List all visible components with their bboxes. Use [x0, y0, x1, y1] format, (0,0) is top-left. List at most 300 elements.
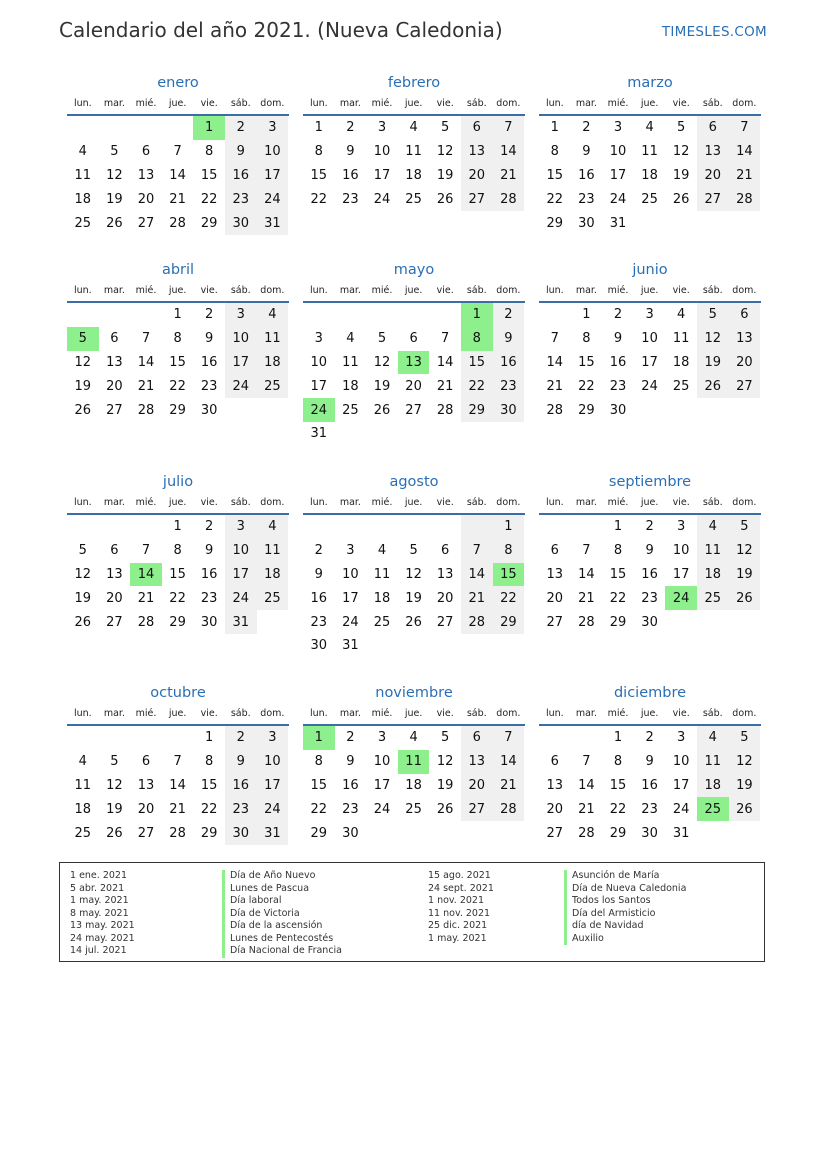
day-cell[interactable]: 28: [578, 614, 595, 630]
day-cell[interactable]: 26: [436, 191, 454, 207]
day-cell[interactable]: 10: [672, 754, 690, 770]
day-cell[interactable]: 7: [582, 754, 591, 770]
day-cell[interactable]: 30: [641, 614, 658, 630]
day-cell[interactable]: 8: [173, 331, 182, 347]
day-cell[interactable]: 5: [377, 331, 387, 347]
day-cell[interactable]: 24: [257, 187, 289, 211]
day-cell[interactable]: 11: [697, 750, 729, 774]
day-cell[interactable]: 22: [461, 374, 493, 398]
day-cell[interactable]: 5: [110, 754, 119, 770]
day-cell[interactable]: 23: [200, 378, 218, 394]
day-cell[interactable]: 3: [377, 120, 387, 136]
day-cell[interactable]: 21: [461, 586, 493, 610]
day-cell[interactable]: 15: [609, 777, 627, 793]
day-cell[interactable]: 21: [493, 774, 525, 798]
day-cell[interactable]: 24: [672, 801, 690, 817]
day-cell[interactable]: 21: [493, 164, 525, 188]
day-cell[interactable]: 26: [729, 586, 761, 610]
day-cell[interactable]: 17: [641, 354, 658, 370]
day-cell[interactable]: 15: [169, 354, 186, 370]
day-cell[interactable]: 7: [550, 331, 559, 347]
holiday-day-cell[interactable]: 24: [303, 398, 335, 422]
day-cell[interactable]: 22: [609, 801, 627, 817]
day-cell[interactable]: 28: [493, 187, 525, 211]
day-cell[interactable]: 2: [645, 519, 654, 535]
day-cell[interactable]: 18: [697, 563, 729, 587]
day-cell[interactable]: 24: [609, 191, 627, 207]
day-cell[interactable]: 3: [314, 331, 323, 347]
day-cell[interactable]: 12: [373, 354, 391, 370]
day-cell[interactable]: 5: [110, 144, 119, 160]
day-cell[interactable]: 31: [225, 610, 257, 634]
day-cell[interactable]: 30: [578, 215, 595, 231]
day-cell[interactable]: 10: [373, 144, 391, 160]
day-cell[interactable]: 25: [405, 801, 422, 817]
day-cell[interactable]: 11: [373, 566, 391, 582]
day-cell[interactable]: 26: [74, 402, 92, 418]
day-cell[interactable]: 7: [729, 116, 761, 140]
day-cell[interactable]: 17: [257, 774, 289, 798]
day-cell[interactable]: 1: [613, 519, 623, 535]
day-cell[interactable]: 11: [74, 167, 92, 183]
day-cell[interactable]: 2: [493, 303, 525, 327]
day-cell[interactable]: 11: [257, 539, 289, 563]
day-cell[interactable]: 1: [550, 120, 559, 136]
holiday-day-cell[interactable]: 14: [130, 563, 162, 587]
day-cell[interactable]: 12: [106, 777, 123, 793]
day-cell[interactable]: 12: [106, 167, 123, 183]
day-cell[interactable]: 6: [697, 116, 729, 140]
day-cell[interactable]: 23: [342, 801, 359, 817]
day-cell[interactable]: 10: [225, 539, 257, 563]
day-cell[interactable]: 16: [342, 777, 359, 793]
day-cell[interactable]: 4: [645, 120, 654, 136]
holiday-day-cell[interactable]: 13: [398, 351, 430, 375]
day-cell[interactable]: 24: [373, 801, 391, 817]
holiday-day-cell[interactable]: 1: [193, 116, 225, 140]
day-cell[interactable]: 3: [677, 730, 686, 746]
day-cell[interactable]: 20: [106, 590, 123, 606]
day-cell[interactable]: 16: [342, 167, 359, 183]
day-cell[interactable]: 20: [137, 801, 155, 817]
day-cell[interactable]: 23: [200, 590, 218, 606]
day-cell[interactable]: 5: [441, 730, 450, 746]
day-cell[interactable]: 26: [697, 374, 729, 398]
day-cell[interactable]: 15: [200, 167, 218, 183]
day-cell[interactable]: 10: [257, 140, 289, 164]
day-cell[interactable]: 19: [74, 378, 92, 394]
day-cell[interactable]: 29: [578, 402, 595, 418]
day-cell[interactable]: 14: [493, 750, 525, 774]
day-cell[interactable]: 22: [546, 191, 564, 207]
day-cell[interactable]: 20: [461, 774, 493, 798]
day-cell[interactable]: 19: [106, 191, 123, 207]
day-cell[interactable]: 18: [257, 563, 289, 587]
day-cell[interactable]: 26: [405, 614, 422, 630]
day-cell[interactable]: 5: [697, 303, 729, 327]
day-cell[interactable]: 22: [493, 586, 525, 610]
day-cell[interactable]: 16: [200, 566, 218, 582]
day-cell[interactable]: 19: [729, 563, 761, 587]
day-cell[interactable]: 3: [645, 307, 654, 323]
day-cell[interactable]: 12: [74, 566, 92, 582]
day-cell[interactable]: 18: [373, 590, 391, 606]
day-cell[interactable]: 4: [409, 730, 418, 746]
day-cell[interactable]: 20: [137, 191, 155, 207]
day-cell[interactable]: 5: [409, 543, 418, 559]
day-cell[interactable]: 17: [373, 777, 391, 793]
day-cell[interactable]: 5: [729, 515, 761, 539]
day-cell[interactable]: 8: [205, 754, 214, 770]
day-cell[interactable]: 10: [310, 354, 328, 370]
holiday-day-cell[interactable]: 25: [697, 797, 729, 821]
day-cell[interactable]: 18: [672, 354, 690, 370]
day-cell[interactable]: 1: [205, 730, 214, 746]
day-cell[interactable]: 24: [342, 614, 359, 630]
day-cell[interactable]: 11: [74, 777, 92, 793]
day-cell[interactable]: 19: [373, 378, 391, 394]
day-cell[interactable]: 20: [729, 351, 761, 375]
day-cell[interactable]: 19: [106, 801, 123, 817]
day-cell[interactable]: 28: [461, 610, 493, 634]
day-cell[interactable]: 16: [225, 774, 257, 798]
day-cell[interactable]: 23: [310, 614, 328, 630]
day-cell[interactable]: 7: [441, 331, 450, 347]
day-cell[interactable]: 24: [373, 191, 391, 207]
day-cell[interactable]: 14: [436, 354, 454, 370]
day-cell[interactable]: 26: [672, 191, 690, 207]
day-cell[interactable]: 3: [377, 730, 387, 746]
day-cell[interactable]: 12: [672, 144, 690, 160]
day-cell[interactable]: 3: [613, 120, 623, 136]
day-cell[interactable]: 9: [205, 331, 214, 347]
day-cell[interactable]: 27: [405, 402, 422, 418]
day-cell[interactable]: 25: [257, 374, 289, 398]
day-cell[interactable]: 20: [461, 164, 493, 188]
day-cell[interactable]: 13: [729, 327, 761, 351]
day-cell[interactable]: 17: [225, 563, 257, 587]
day-cell[interactable]: 7: [173, 144, 182, 160]
day-cell[interactable]: 8: [205, 144, 214, 160]
day-cell[interactable]: 6: [110, 331, 119, 347]
day-cell[interactable]: 23: [342, 191, 359, 207]
day-cell[interactable]: 25: [74, 825, 92, 841]
day-cell[interactable]: 3: [225, 515, 257, 539]
holiday-day-cell[interactable]: 24: [665, 586, 697, 610]
day-cell[interactable]: 29: [493, 610, 525, 634]
day-cell[interactable]: 29: [546, 215, 564, 231]
day-cell[interactable]: 17: [342, 590, 359, 606]
day-cell[interactable]: 25: [257, 586, 289, 610]
day-cell[interactable]: 27: [106, 614, 123, 630]
day-cell[interactable]: 2: [613, 307, 623, 323]
day-cell[interactable]: 12: [729, 539, 761, 563]
day-cell[interactable]: 15: [609, 566, 627, 582]
day-cell[interactable]: 24: [641, 378, 658, 394]
day-cell[interactable]: 26: [373, 402, 391, 418]
day-cell[interactable]: 18: [74, 801, 92, 817]
day-cell[interactable]: 23: [641, 590, 658, 606]
day-cell[interactable]: 16: [641, 566, 658, 582]
day-cell[interactable]: 16: [493, 351, 525, 375]
day-cell[interactable]: 18: [257, 351, 289, 375]
day-cell[interactable]: 6: [141, 144, 151, 160]
day-cell[interactable]: 16: [310, 590, 328, 606]
day-cell[interactable]: 27: [546, 825, 564, 841]
day-cell[interactable]: 26: [106, 825, 123, 841]
day-cell[interactable]: 2: [225, 726, 257, 750]
day-cell[interactable]: 18: [405, 777, 422, 793]
day-cell[interactable]: 1: [582, 307, 591, 323]
day-cell[interactable]: 27: [461, 797, 493, 821]
holiday-day-cell[interactable]: 8: [461, 327, 493, 351]
day-cell[interactable]: 23: [641, 801, 658, 817]
day-cell[interactable]: 20: [405, 378, 422, 394]
day-cell[interactable]: 11: [697, 539, 729, 563]
day-cell[interactable]: 9: [582, 144, 591, 160]
day-cell[interactable]: 14: [169, 167, 186, 183]
day-cell[interactable]: 18: [697, 774, 729, 798]
day-cell[interactable]: 6: [141, 754, 151, 770]
day-cell[interactable]: 30: [225, 211, 257, 235]
day-cell[interactable]: 5: [78, 543, 87, 559]
day-cell[interactable]: 16: [609, 354, 627, 370]
day-cell[interactable]: 17: [609, 167, 627, 183]
holiday-day-cell[interactable]: 15: [493, 563, 525, 587]
day-cell[interactable]: 27: [546, 614, 564, 630]
day-cell[interactable]: 17: [672, 566, 690, 582]
day-cell[interactable]: 27: [106, 402, 123, 418]
day-cell[interactable]: 6: [110, 543, 119, 559]
day-cell[interactable]: 31: [310, 426, 328, 442]
day-cell[interactable]: 15: [169, 566, 186, 582]
day-cell[interactable]: 30: [342, 825, 359, 841]
day-cell[interactable]: 22: [169, 590, 186, 606]
day-cell[interactable]: 28: [729, 187, 761, 211]
day-cell[interactable]: 23: [493, 374, 525, 398]
day-cell[interactable]: 4: [346, 331, 355, 347]
day-cell[interactable]: 13: [436, 566, 454, 582]
day-cell[interactable]: 22: [310, 801, 328, 817]
day-cell[interactable]: 28: [169, 825, 186, 841]
day-cell[interactable]: 30: [493, 398, 525, 422]
day-cell[interactable]: 22: [578, 378, 595, 394]
day-cell[interactable]: 4: [78, 754, 87, 770]
day-cell[interactable]: 4: [78, 144, 87, 160]
day-cell[interactable]: 14: [578, 777, 595, 793]
day-cell[interactable]: 2: [346, 730, 355, 746]
day-cell[interactable]: 15: [546, 167, 564, 183]
day-cell[interactable]: 13: [137, 167, 155, 183]
day-cell[interactable]: 26: [106, 215, 123, 231]
day-cell[interactable]: 25: [672, 378, 690, 394]
day-cell[interactable]: 6: [461, 116, 493, 140]
day-cell[interactable]: 24: [225, 374, 257, 398]
day-cell[interactable]: 14: [578, 566, 595, 582]
day-cell[interactable]: 2: [205, 307, 214, 323]
day-cell[interactable]: 24: [225, 586, 257, 610]
day-cell[interactable]: 16: [200, 354, 218, 370]
day-cell[interactable]: 17: [672, 777, 690, 793]
day-cell[interactable]: 1: [493, 515, 525, 539]
day-cell[interactable]: 30: [310, 638, 328, 654]
day-cell[interactable]: 19: [436, 777, 454, 793]
day-cell[interactable]: 21: [578, 801, 595, 817]
day-cell[interactable]: 2: [346, 120, 355, 136]
day-cell[interactable]: 13: [546, 777, 564, 793]
day-cell[interactable]: 14: [137, 354, 155, 370]
day-cell[interactable]: 28: [436, 402, 454, 418]
day-cell[interactable]: 22: [310, 191, 328, 207]
day-cell[interactable]: 29: [200, 215, 218, 231]
day-cell[interactable]: 17: [257, 164, 289, 188]
day-cell[interactable]: 19: [405, 590, 422, 606]
day-cell[interactable]: 20: [546, 590, 564, 606]
day-cell[interactable]: 8: [173, 543, 182, 559]
day-cell[interactable]: 10: [342, 566, 359, 582]
day-cell[interactable]: 10: [373, 754, 391, 770]
day-cell[interactable]: 13: [106, 566, 123, 582]
day-cell[interactable]: 13: [461, 750, 493, 774]
day-cell[interactable]: 29: [169, 402, 186, 418]
day-cell[interactable]: 28: [493, 797, 525, 821]
day-cell[interactable]: 9: [493, 327, 525, 351]
day-cell[interactable]: 1: [173, 519, 182, 535]
day-cell[interactable]: 9: [205, 543, 214, 559]
day-cell[interactable]: 29: [310, 825, 328, 841]
day-cell[interactable]: 9: [645, 754, 654, 770]
day-cell[interactable]: 11: [672, 331, 690, 347]
day-cell[interactable]: 6: [550, 754, 559, 770]
day-cell[interactable]: 29: [169, 614, 186, 630]
day-cell[interactable]: 7: [141, 331, 151, 347]
day-cell[interactable]: 7: [582, 543, 591, 559]
day-cell[interactable]: 25: [342, 402, 359, 418]
day-cell[interactable]: 28: [578, 825, 595, 841]
day-cell[interactable]: 28: [137, 614, 155, 630]
day-cell[interactable]: 4: [677, 307, 686, 323]
day-cell[interactable]: 31: [672, 825, 690, 841]
day-cell[interactable]: 15: [461, 351, 493, 375]
day-cell[interactable]: 1: [314, 120, 323, 136]
day-cell[interactable]: 9: [346, 754, 355, 770]
day-cell[interactable]: 18: [74, 191, 92, 207]
day-cell[interactable]: 7: [141, 543, 151, 559]
day-cell[interactable]: 29: [461, 398, 493, 422]
day-cell[interactable]: 3: [225, 303, 257, 327]
day-cell[interactable]: 16: [578, 167, 595, 183]
day-cell[interactable]: 23: [225, 187, 257, 211]
day-cell[interactable]: 10: [609, 144, 627, 160]
day-cell[interactable]: 16: [225, 164, 257, 188]
day-cell[interactable]: 4: [257, 303, 289, 327]
day-cell[interactable]: 13: [137, 777, 155, 793]
day-cell[interactable]: 9: [225, 140, 257, 164]
holiday-day-cell[interactable]: 1: [461, 303, 493, 327]
day-cell[interactable]: 2: [314, 543, 323, 559]
day-cell[interactable]: 25: [373, 614, 391, 630]
day-cell[interactable]: 6: [550, 543, 559, 559]
day-cell[interactable]: 9: [645, 543, 654, 559]
holiday-day-cell[interactable]: 5: [67, 327, 99, 351]
day-cell[interactable]: 30: [200, 614, 218, 630]
day-cell[interactable]: 22: [200, 801, 218, 817]
day-cell[interactable]: 20: [436, 590, 454, 606]
day-cell[interactable]: 6: [409, 331, 418, 347]
day-cell[interactable]: 12: [405, 566, 422, 582]
day-cell[interactable]: 2: [582, 120, 591, 136]
day-cell[interactable]: 30: [200, 402, 218, 418]
day-cell[interactable]: 22: [200, 191, 218, 207]
day-cell[interactable]: 10: [641, 331, 658, 347]
day-cell[interactable]: 5: [441, 120, 450, 136]
day-cell[interactable]: 21: [137, 590, 155, 606]
day-cell[interactable]: 28: [169, 215, 186, 231]
day-cell[interactable]: 1: [173, 307, 182, 323]
day-cell[interactable]: 31: [257, 821, 289, 845]
day-cell[interactable]: 27: [461, 187, 493, 211]
day-cell[interactable]: 4: [697, 726, 729, 750]
day-cell[interactable]: 31: [342, 638, 359, 654]
day-cell[interactable]: 3: [677, 519, 686, 535]
day-cell[interactable]: 9: [225, 750, 257, 774]
day-cell[interactable]: 27: [436, 614, 454, 630]
day-cell[interactable]: 10: [225, 327, 257, 351]
day-cell[interactable]: 22: [609, 590, 627, 606]
day-cell[interactable]: 8: [613, 754, 623, 770]
day-cell[interactable]: 21: [546, 378, 564, 394]
day-cell[interactable]: 11: [641, 144, 658, 160]
day-cell[interactable]: 26: [436, 801, 454, 817]
holiday-day-cell[interactable]: 11: [398, 750, 430, 774]
day-cell[interactable]: 8: [493, 539, 525, 563]
day-cell[interactable]: 29: [200, 825, 218, 841]
day-cell[interactable]: 21: [137, 378, 155, 394]
day-cell[interactable]: 8: [613, 543, 623, 559]
day-cell[interactable]: 25: [641, 191, 658, 207]
day-cell[interactable]: 14: [546, 354, 564, 370]
day-cell[interactable]: 15: [310, 777, 328, 793]
day-cell[interactable]: 10: [257, 750, 289, 774]
day-cell[interactable]: 20: [106, 378, 123, 394]
day-cell[interactable]: 18: [641, 167, 658, 183]
day-cell[interactable]: 8: [314, 754, 323, 770]
day-cell[interactable]: 13: [697, 140, 729, 164]
day-cell[interactable]: 6: [461, 726, 493, 750]
day-cell[interactable]: 24: [257, 797, 289, 821]
day-cell[interactable]: 14: [729, 140, 761, 164]
day-cell[interactable]: 23: [225, 797, 257, 821]
day-cell[interactable]: 8: [550, 144, 559, 160]
day-cell[interactable]: 12: [729, 750, 761, 774]
day-cell[interactable]: 26: [74, 614, 92, 630]
day-cell[interactable]: 12: [436, 144, 454, 160]
day-cell[interactable]: 18: [342, 378, 359, 394]
day-cell[interactable]: 5: [677, 120, 686, 136]
day-cell[interactable]: 4: [257, 515, 289, 539]
day-cell[interactable]: 3: [257, 116, 289, 140]
day-cell[interactable]: 11: [257, 327, 289, 351]
day-cell[interactable]: 11: [342, 354, 359, 370]
day-cell[interactable]: 12: [436, 754, 454, 770]
day-cell[interactable]: 19: [697, 351, 729, 375]
day-cell[interactable]: 2: [205, 519, 214, 535]
day-cell[interactable]: 15: [578, 354, 595, 370]
day-cell[interactable]: 6: [441, 543, 450, 559]
day-cell[interactable]: 30: [225, 821, 257, 845]
day-cell[interactable]: 13: [546, 566, 564, 582]
day-cell[interactable]: 4: [409, 120, 418, 136]
